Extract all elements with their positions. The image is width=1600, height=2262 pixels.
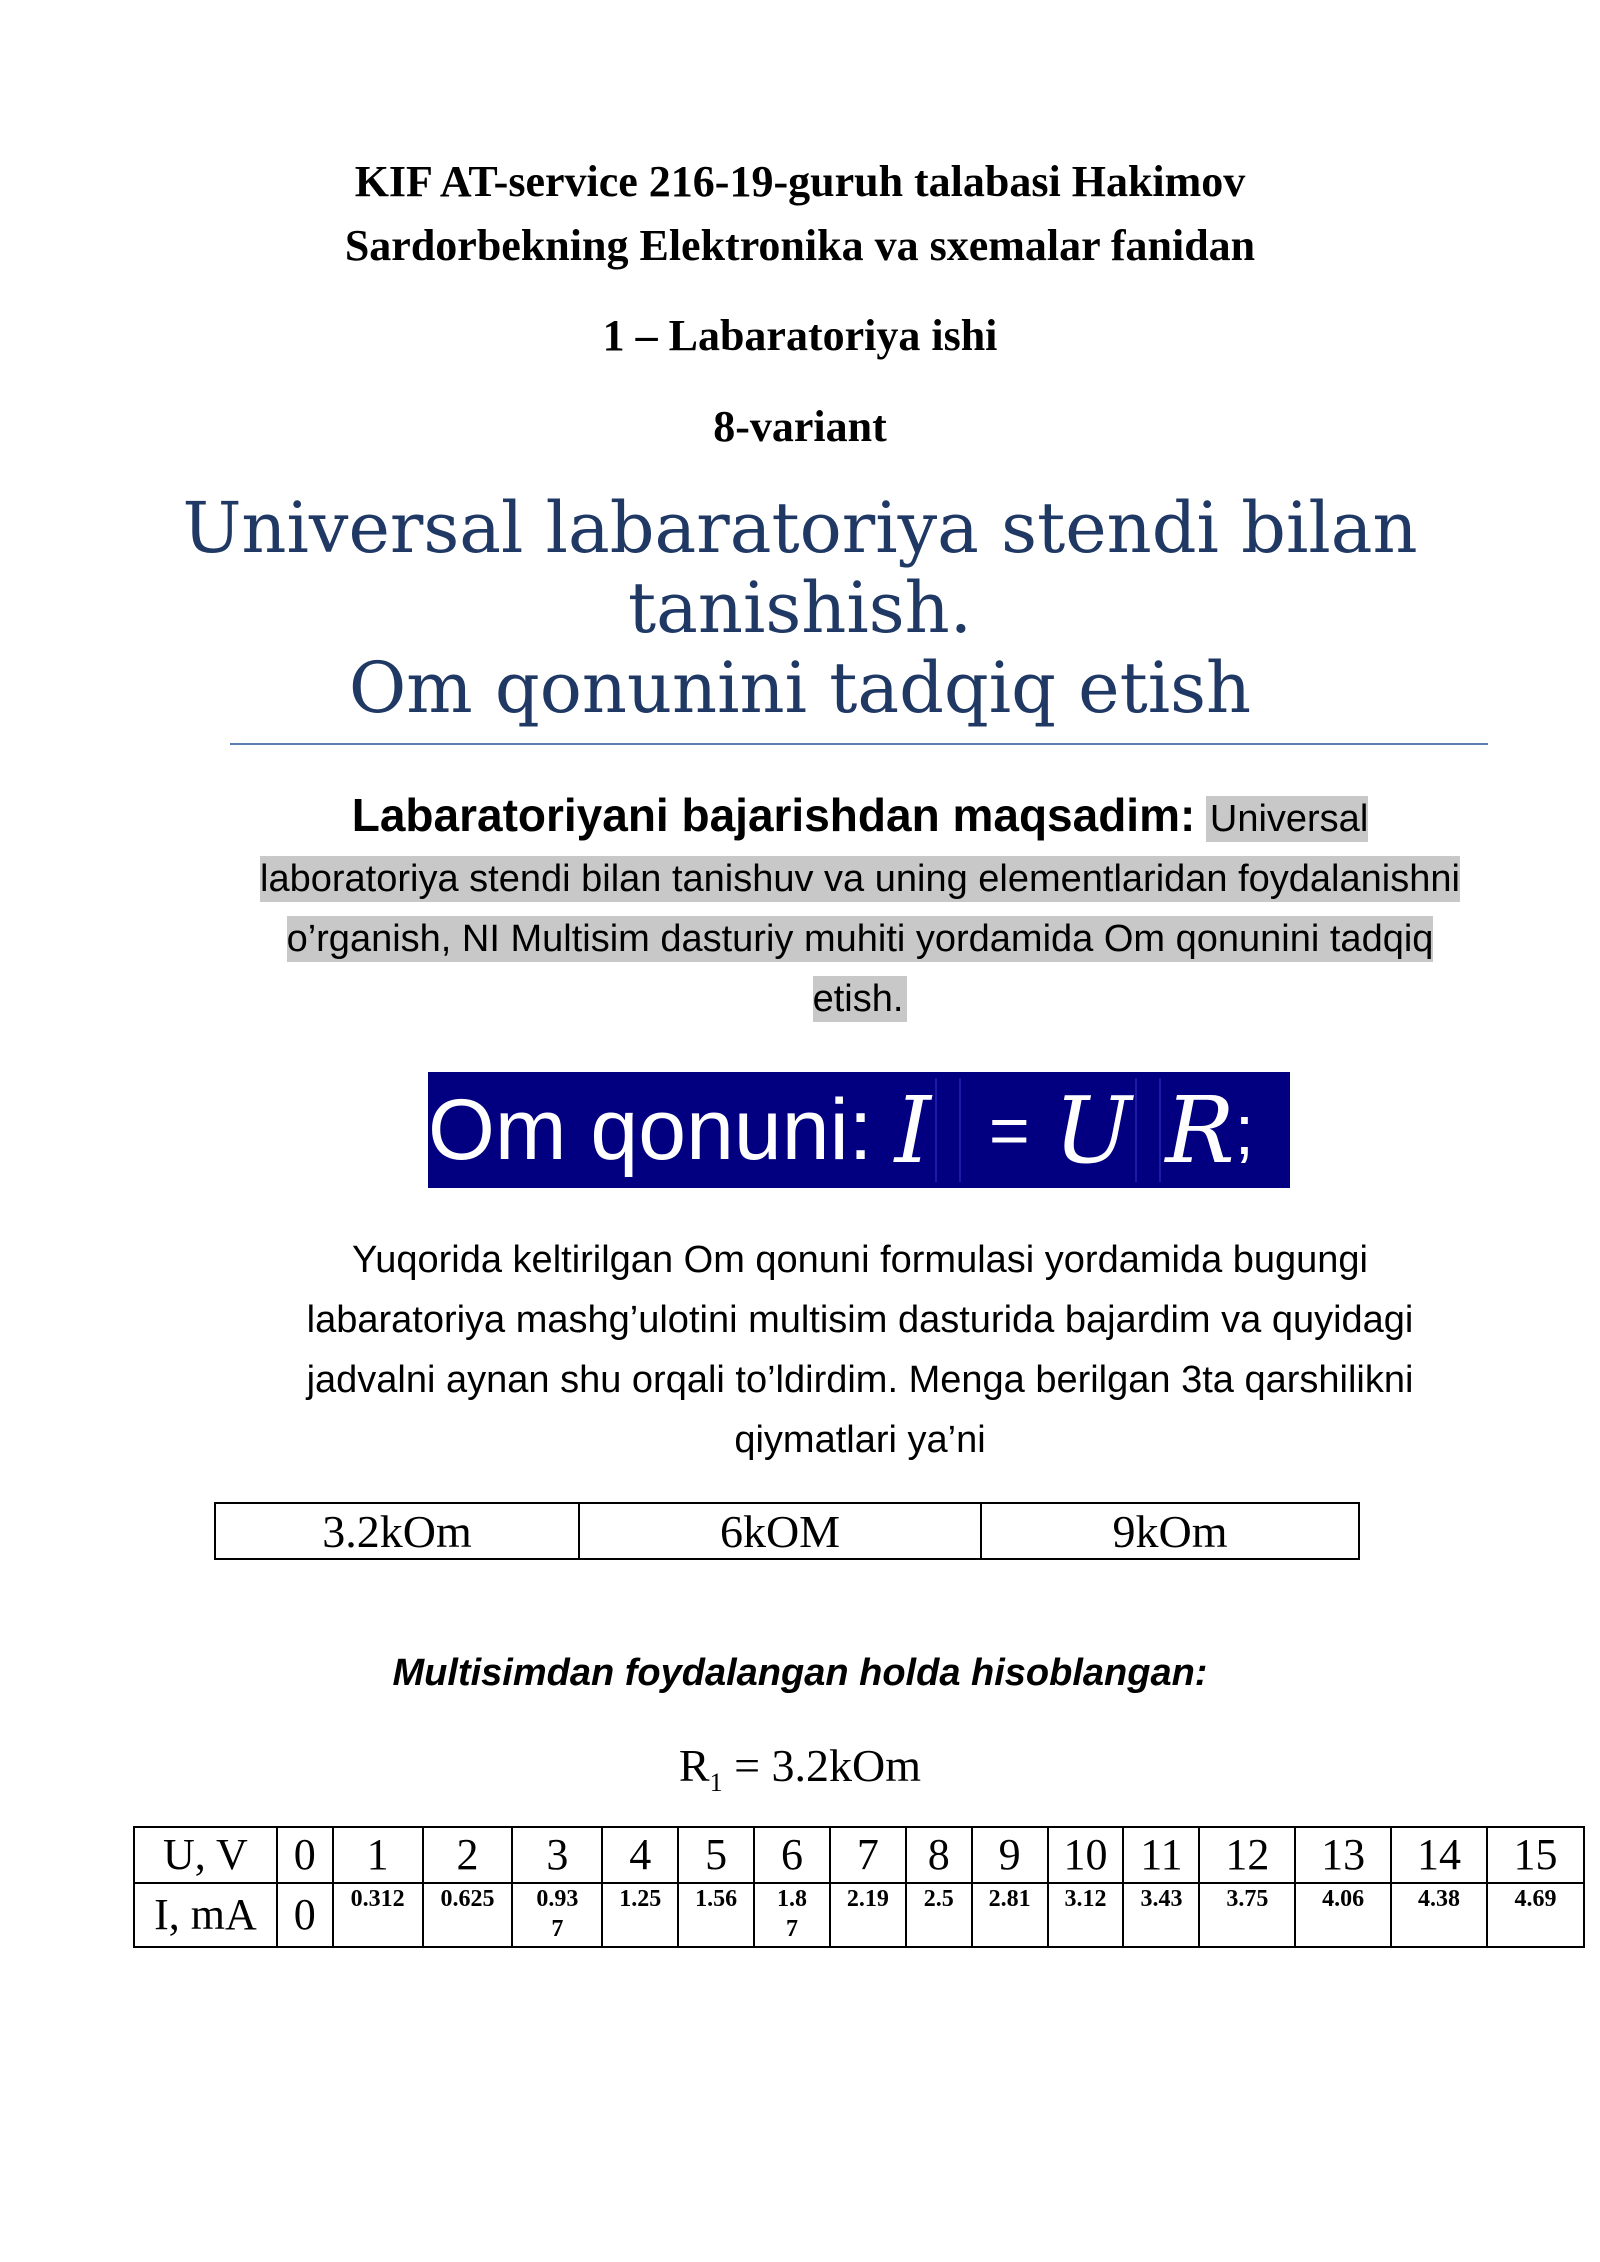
resistor-cell: 9kOm	[981, 1503, 1359, 1559]
title-line-1: Universal labaratoriya stendi bilan	[182, 487, 1418, 569]
current-cell: 0	[277, 1883, 333, 1947]
resistor-cell: 3.2kOm	[215, 1503, 579, 1559]
voltage-cell: 3	[512, 1827, 602, 1883]
formula-divider	[935, 1078, 961, 1182]
r1-label	[0, 1738, 1600, 1811]
current-cell: 2.5	[906, 1883, 972, 1947]
voltage-cell: 9	[972, 1827, 1048, 1883]
lab-number: 1 – Labaratoriya ishi	[602, 311, 998, 360]
formula-equals: =	[988, 1091, 1030, 1169]
voltage-cell: 1	[333, 1827, 423, 1883]
table-row	[215, 1503, 1359, 1559]
voltage-cell: 15	[1487, 1827, 1584, 1883]
r1-symbol: R	[678, 1740, 710, 1791]
current-cell: 2.19	[830, 1883, 906, 1947]
voltage-cell: 10	[1048, 1827, 1124, 1883]
current-cell: 1.25	[602, 1883, 678, 1947]
current-cell: 1.87	[754, 1883, 830, 1947]
calc-heading: Multisimdan foydalangan holda hisoblangan:	[392, 1652, 1208, 1694]
document-title	[0, 488, 1600, 728]
voltage-cell: 14	[1391, 1827, 1487, 1883]
current-cell: 3.12	[1048, 1883, 1124, 1947]
current-cell: 1.56	[678, 1883, 754, 1947]
formula-label: Om qonuni:	[428, 1081, 873, 1178]
formula-resistance: R	[1165, 1076, 1235, 1184]
voltage-cell: 4	[602, 1827, 678, 1883]
formula-voltage: U	[1053, 1076, 1132, 1184]
purpose-text: Universal laboratoriya stendi bilan tanishuv va uning elementlaridan foydalanishni o’rganish, NI Multisim dasturiy muhiti yordamida Om qonunini tadqiq etish.	[260, 798, 1460, 1020]
voltage-cell: 7	[830, 1827, 906, 1883]
ohms-law-formula	[428, 1072, 1290, 1188]
current-row	[134, 1883, 1584, 1947]
title-line-2: tanishish.	[628, 567, 972, 649]
current-cell: 4.38	[1391, 1883, 1487, 1947]
voltage-cell: 0	[277, 1827, 333, 1883]
header-line-2: Sardorbekning Elektronika va sxemalar fanidan	[344, 221, 1256, 270]
formula-current: I	[894, 1076, 931, 1184]
formula-semicolon: ;	[1234, 1091, 1255, 1169]
current-cell: 0.312	[333, 1883, 423, 1947]
body-paragraph: Yuqorida keltirilgan Om qonuni formulasi yordamida bugungi labaratoriya mashg’ulotini multisim dasturida bajardim va quyidagi jadvalni aynan shu orqali to’ldirdim. Menga berilgan 3ta qarshilikni qiymatlari ya’ni	[306, 1239, 1414, 1461]
current-cell: 4.69	[1487, 1883, 1584, 1947]
measurement-table	[133, 1826, 1585, 1948]
purpose-label: Labaratoriyani bajarishdan maqsadim:	[351, 789, 1196, 841]
r1-value: = 3.2kOm	[722, 1740, 922, 1791]
voltage-cell: 13	[1295, 1827, 1391, 1883]
current-cell: 3.43	[1123, 1883, 1199, 1947]
current-cell: 3.75	[1199, 1883, 1295, 1947]
header-line-1: KIF AT-service 216-19-guruh talabasi Hakimov	[354, 157, 1246, 206]
document-header	[0, 150, 1600, 278]
voltage-header: U, V	[134, 1827, 277, 1883]
voltage-cell: 11	[1123, 1827, 1199, 1883]
voltage-cell: 2	[423, 1827, 513, 1883]
title-divider	[230, 743, 1488, 745]
resistor-values-table	[214, 1502, 1360, 1560]
current-cell: 4.06	[1295, 1883, 1391, 1947]
resistor-cell: 6kOM	[579, 1503, 981, 1559]
voltage-row	[134, 1827, 1584, 1883]
voltage-cell: 5	[678, 1827, 754, 1883]
voltage-cell: 6	[754, 1827, 830, 1883]
title-line-3: Om qonunini tadqiq etish	[348, 647, 1252, 729]
current-header: I, mA	[134, 1883, 277, 1947]
formula-divider	[1135, 1078, 1161, 1182]
current-cell: 2.81	[972, 1883, 1048, 1947]
current-cell: 0.937	[512, 1883, 602, 1947]
voltage-cell: 8	[906, 1827, 972, 1883]
r1-subscript: 1	[709, 1768, 723, 1798]
purpose-section	[260, 785, 1460, 1029]
variant-label: 8-variant	[713, 402, 887, 451]
current-cell: 0.625	[423, 1883, 513, 1947]
voltage-cell: 12	[1199, 1827, 1295, 1883]
